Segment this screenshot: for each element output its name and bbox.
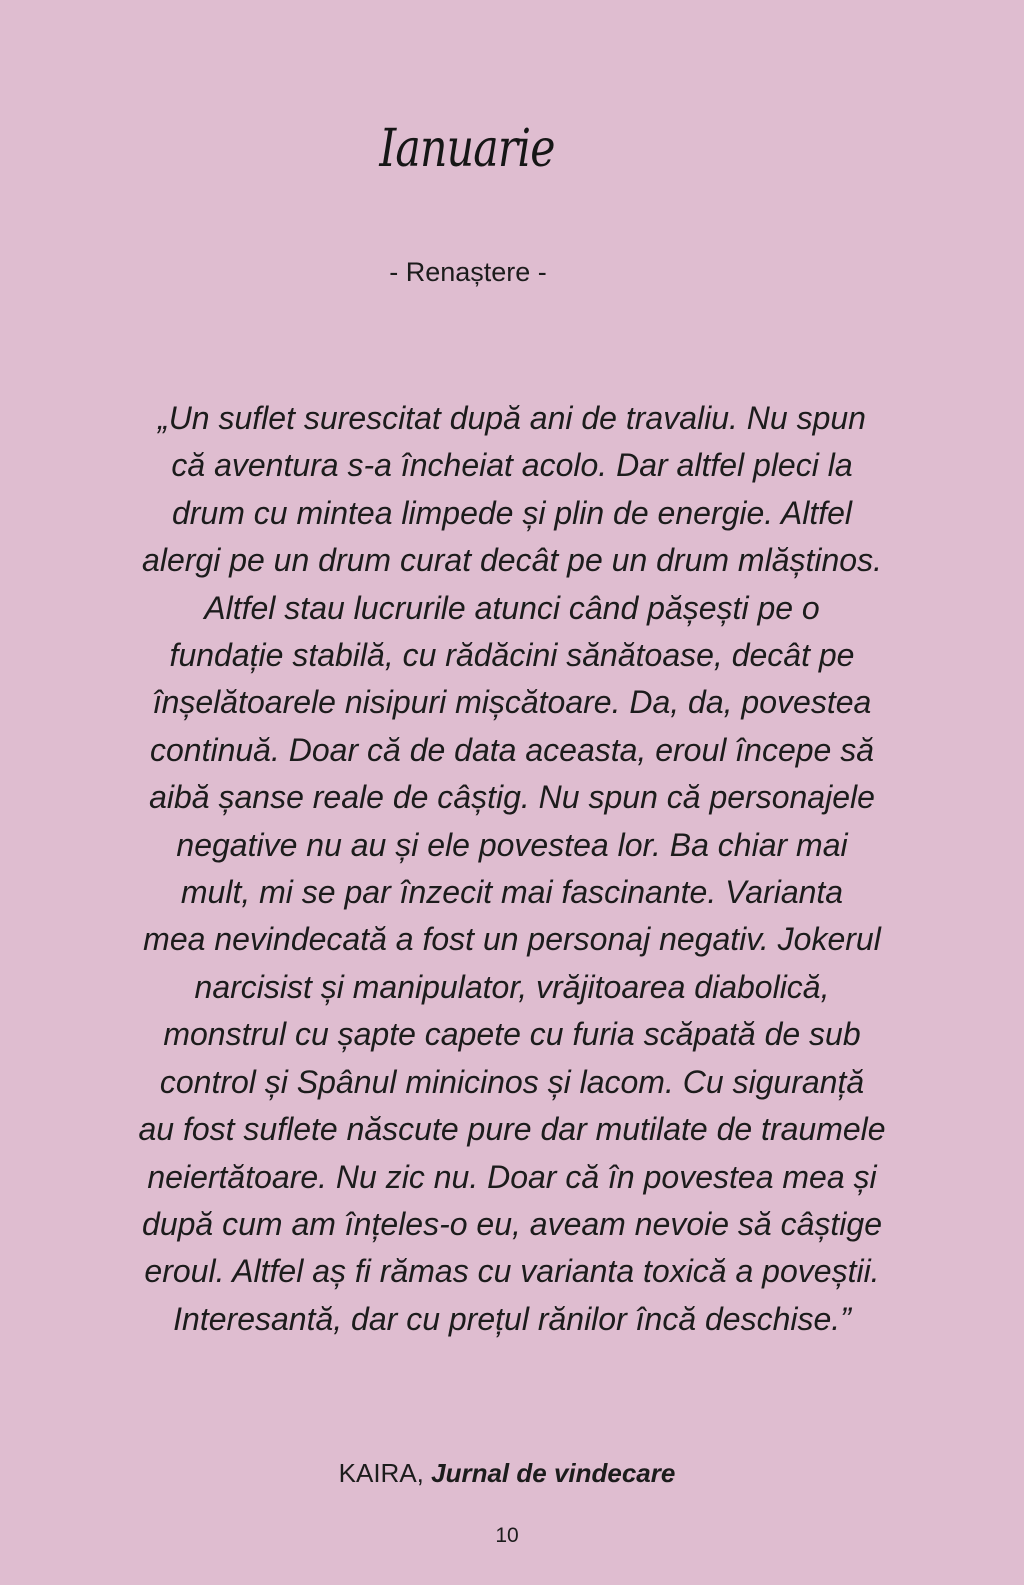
work-title: Jurnal de vindecare [431,1458,676,1488]
quote-line: control și Spânul minicinos și lacom. Cu siguranță [159,1063,865,1100]
quote-line: mea nevindecată a fost un personaj negativ. Jokerul [143,921,881,958]
quote-line: neiertătoare. Nu zic nu. Doar că în povestea mea și [147,1158,877,1195]
quote-line: înșelătoarele nisipuri mișcătoare. Da, da, povestea [152,684,872,721]
quote-line: Altfel stau lucrurile atunci când pășești pe o [204,589,820,626]
chapter-subtitle: - Renaștere - [389,257,547,287]
quote-line: că aventura s-a încheiat acolo. Dar altfel pleci la [171,447,853,484]
quote-line: au fost suflete născute pure dar mutilate de traumele [138,1111,886,1148]
chapter-title: Ianuarie [379,119,555,179]
quote-line: eroul. Altfel aș fi rămas cu varianta toxică a poveștii. [144,1253,880,1290]
attribution [0,1458,1019,1489]
quote-line: Interesantă, dar cu prețul rănilor încă deschise.” [173,1300,851,1337]
quote-block [40,395,984,1343]
quote-line: narcisist și manipulator, vrăjitoarea diabolică, [194,968,830,1005]
quote-line: negative nu au și ele povestea lor. Ba chiar mai [176,826,848,863]
quote-line: după cum am înțeles-o eu, aveam nevoie să câștige [142,1205,882,1242]
quote-line: continuă. Doar că de data aceasta, eroul începe să [149,731,875,768]
quote-line: drum cu mintea limpede și plin de energie. Altfel [171,494,853,531]
page-number: 10 [495,1524,519,1547]
quote-line: monstrul cu șapte capete cu furia scăpată de sub [163,1016,861,1053]
author-name: KAIRA, [338,1458,424,1488]
quote-line: mult, mi se par înzecit mai fascinante. Varianta [180,874,844,911]
quote-line: alergi pe un drum curat decât pe un drum mlăștinos. [142,542,882,579]
quote-line: fundație stabilă, cu rădăcini sănătoase, decât pe [169,637,855,674]
quote-line: aibă șanse reale de câștig. Nu spun că personajele [149,779,875,816]
quote-line: „Un suflet surescitat după ani de travaliu. Nu spun [158,400,866,436]
